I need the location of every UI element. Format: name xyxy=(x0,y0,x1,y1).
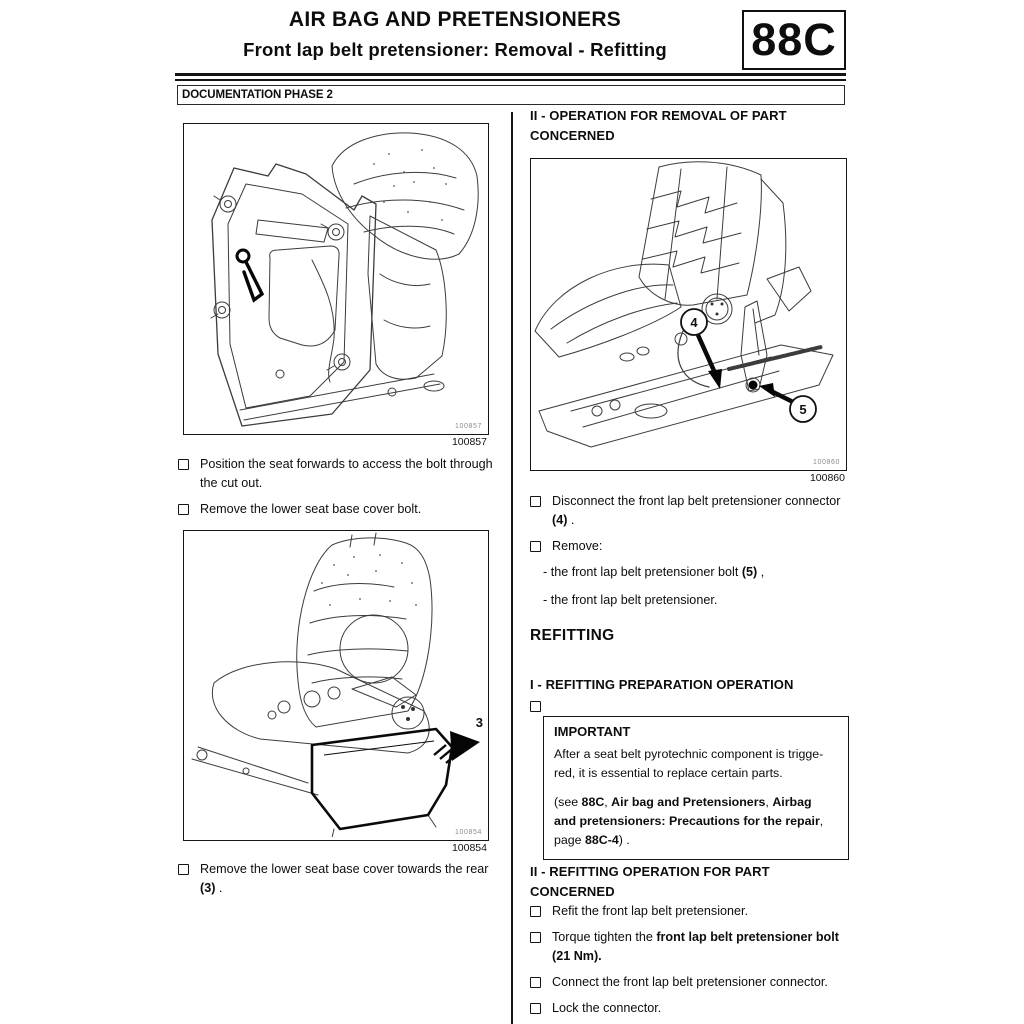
figure-100860 xyxy=(530,158,847,471)
bullet-square-icon xyxy=(178,459,189,470)
page-title: Front lap belt pretensioner: Removal - Refitting xyxy=(243,39,667,60)
step-item xyxy=(530,492,847,530)
figure-number: 100854 xyxy=(451,842,487,854)
step-text: Lock the connector. xyxy=(552,1001,662,1015)
important-title: IMPORTANT xyxy=(554,724,631,739)
callout-3-label: 3 xyxy=(475,715,483,730)
refitting-prep-heading: I - REFITTING PREPARATION OPERATION xyxy=(530,677,794,692)
bullet-square-icon xyxy=(178,504,189,515)
step-item xyxy=(530,973,847,992)
bullet-square-icon xyxy=(530,541,541,552)
refitting-title: REFITTING xyxy=(530,627,615,644)
step-text: Remove the lower seat base cover towards the rear (3) . xyxy=(200,862,489,895)
seat-backframe-illustration xyxy=(184,124,485,431)
callout-5-label: 5 xyxy=(799,402,807,417)
pin-highlight-icon xyxy=(237,250,262,300)
note-line: (see 88C, Air bag and Pretensioners, Airbag xyxy=(554,795,812,809)
step-item xyxy=(178,455,495,493)
bullet-square-icon xyxy=(530,1003,541,1014)
step-text: Torque tighten the front lap belt pretensioner bolt (21 Nm). xyxy=(552,930,839,963)
bullet-square-icon xyxy=(530,496,541,507)
chapter-title: AIR BAG AND PRETENSIONERS xyxy=(288,8,622,31)
seat-base-cover-illustration xyxy=(184,531,485,837)
header-divider xyxy=(175,73,846,81)
bullet-square-icon xyxy=(530,906,541,917)
step-text: Remove: xyxy=(552,539,603,553)
removal-steps-right xyxy=(530,492,847,619)
figure-inner-label: 100857 xyxy=(455,423,482,430)
figure-number: 100857 xyxy=(451,436,487,448)
seat-underside-illustration xyxy=(531,159,843,467)
step-item xyxy=(530,999,847,1018)
removal-steps-left-2 xyxy=(178,860,495,905)
figure-inner-label: 100854 xyxy=(455,829,482,836)
substep-item: - the front lap belt pretensioner. xyxy=(543,593,718,607)
step-text: Connect the front lap belt pretensioner connector. xyxy=(552,975,828,989)
callout-4-icon xyxy=(681,309,722,389)
removal-steps-left xyxy=(178,455,495,526)
refitting-operation-heading: II - REFITTING OPERATION FOR PART CONCERNED xyxy=(530,864,770,899)
section-code-box xyxy=(742,10,846,70)
column-divider xyxy=(511,112,513,1024)
note-line: and pretensioners: Precautions for the repair, xyxy=(554,814,824,828)
step-text: Position the seat forwards to access the bolt through the cut out. xyxy=(200,457,493,490)
step-item xyxy=(530,928,847,966)
section-code: 88C xyxy=(751,14,837,65)
step-item xyxy=(530,902,847,921)
refitting-steps xyxy=(530,902,847,1024)
figure-inner-label: 100860 xyxy=(813,459,840,466)
base-cover-highlight xyxy=(312,729,452,829)
step-text: Remove the lower seat base cover bolt. xyxy=(200,502,422,516)
step-item xyxy=(530,537,847,556)
note-line: After a seat belt pyrotechnic component is trigge- xyxy=(554,747,824,761)
figure-100854 xyxy=(183,530,489,841)
callout-5-icon xyxy=(759,383,816,422)
bullet-square-icon xyxy=(530,701,541,712)
bullet-square-icon xyxy=(178,864,189,875)
important-note-box xyxy=(543,716,849,860)
step-text: Disconnect the front lap belt pretensioner connector (4) . xyxy=(552,494,841,527)
figure-100857 xyxy=(183,123,489,435)
bullet-square-icon xyxy=(530,977,541,988)
doc-phase-box xyxy=(177,85,845,105)
step-text: Refit the front lap belt pretensioner. xyxy=(552,904,749,918)
bullet-square-icon xyxy=(530,932,541,943)
figure-number: 100860 xyxy=(809,472,845,484)
doc-phase-label: DOCUMENTATION PHASE 2 xyxy=(182,89,333,101)
step-item xyxy=(178,860,495,898)
removal-section-heading: II - OPERATION FOR REMOVAL OF PART CONCERNED xyxy=(530,108,787,143)
callout-4-label: 4 xyxy=(690,315,698,330)
substep-item: - the front lap belt pretensioner bolt (5) , xyxy=(543,565,765,579)
page-header xyxy=(175,8,735,61)
step-item xyxy=(178,500,495,519)
note-line: red, it is essential to replace certain parts. xyxy=(554,766,783,780)
note-line: page 88C-4) . xyxy=(554,833,630,847)
